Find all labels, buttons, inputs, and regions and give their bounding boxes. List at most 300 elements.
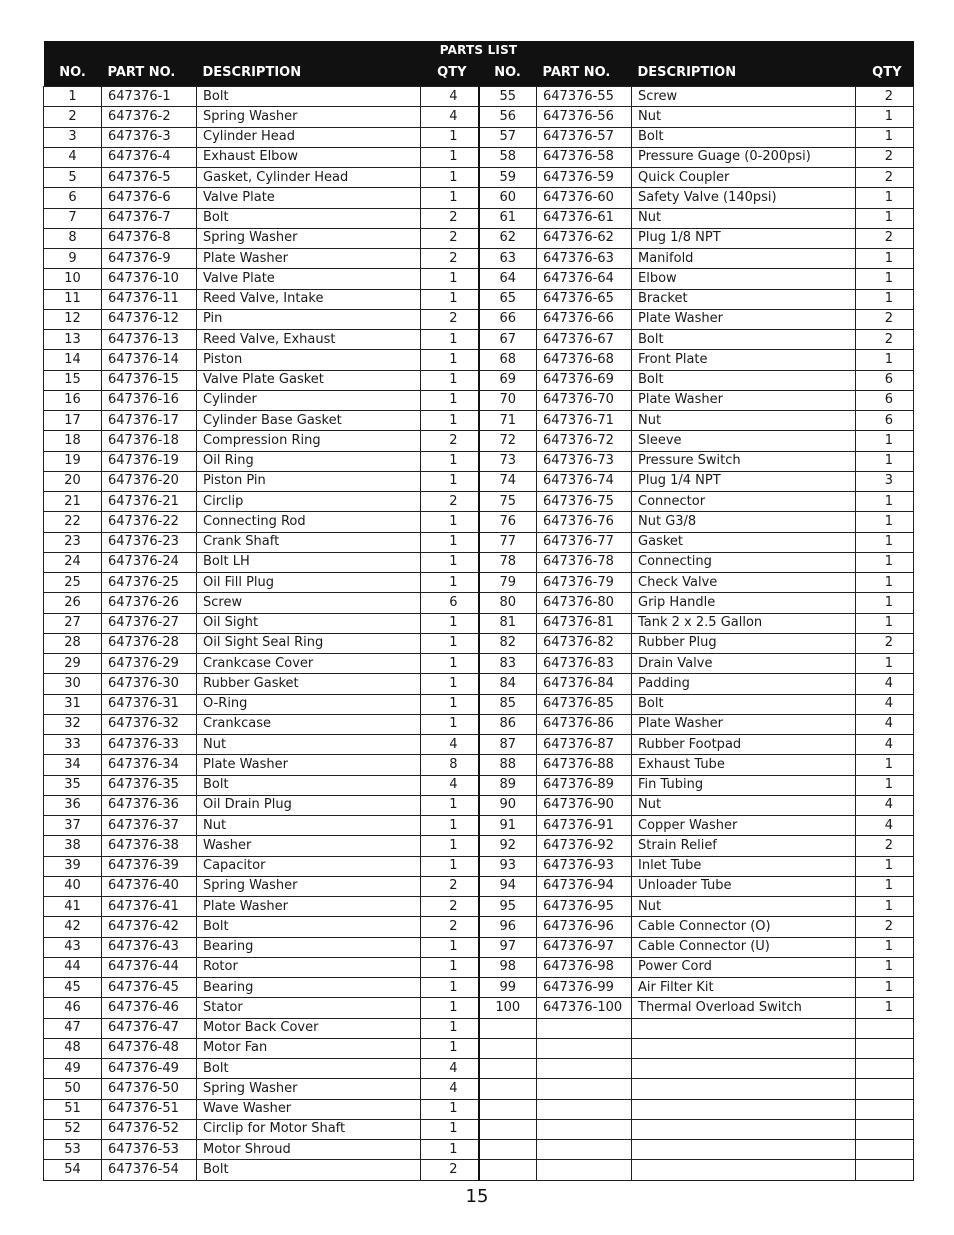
left-description-cell: Wave Washer xyxy=(197,1099,421,1119)
left-qty-cell: 1 xyxy=(421,512,479,532)
left-item-no-cell: 9 xyxy=(44,249,102,269)
right-part-number-cell xyxy=(537,1119,632,1139)
right-item-no-cell: 68 xyxy=(479,350,537,370)
left-part-number-cell: 647376-31 xyxy=(102,694,197,714)
right-part-number-cell: 647376-76 xyxy=(537,512,632,532)
table-row xyxy=(44,532,914,552)
right-part-number-cell xyxy=(537,1079,632,1099)
right-description-cell xyxy=(632,1038,856,1058)
right-part-number-cell: 647376-57 xyxy=(537,127,632,147)
right-description-cell: Plate Washer xyxy=(632,390,856,410)
right-description-cell: Pressure Guage (0-200psi) xyxy=(632,147,856,167)
right-description-cell xyxy=(632,1059,856,1079)
right-part-number-cell: 647376-71 xyxy=(537,411,632,431)
left-item-no-cell: 42 xyxy=(44,917,102,937)
left-description-cell: Circlip xyxy=(197,492,421,512)
right-item-no-cell: 88 xyxy=(479,755,537,775)
table-row xyxy=(44,897,914,917)
left-qty-cell: 4 xyxy=(421,735,479,755)
left-part-number-cell: 647376-41 xyxy=(102,897,197,917)
left-qty-cell: 1 xyxy=(421,957,479,977)
left-part-number-cell: 647376-48 xyxy=(102,1038,197,1058)
left-part-number-cell: 647376-38 xyxy=(102,836,197,856)
right-qty-cell: 2 xyxy=(856,168,914,188)
right-part-number-cell: 647376-74 xyxy=(537,471,632,491)
left-item-no-cell: 23 xyxy=(44,532,102,552)
right-item-no-cell: 64 xyxy=(479,269,537,289)
right-qty-cell: 1 xyxy=(856,654,914,674)
left-qty-cell: 1 xyxy=(421,471,479,491)
left-description-cell: Oil Fill Plug xyxy=(197,573,421,593)
left-description-cell: Bearing xyxy=(197,978,421,998)
left-part-number-cell: 647376-7 xyxy=(102,208,197,228)
right-item-no-cell: 94 xyxy=(479,876,537,896)
left-part-number-cell: 647376-54 xyxy=(102,1160,197,1180)
table-row xyxy=(44,127,914,147)
left-description-cell: Motor Fan xyxy=(197,1038,421,1058)
right-item-no-cell: 81 xyxy=(479,613,537,633)
right-item-no-cell xyxy=(479,1099,537,1119)
left-qty-cell: 2 xyxy=(421,249,479,269)
right-description-cell: Plug 1/8 NPT xyxy=(632,228,856,248)
left-qty-cell: 1 xyxy=(421,613,479,633)
right-description-cell: Bolt xyxy=(632,330,856,350)
right-part-number-cell: 647376-82 xyxy=(537,633,632,653)
left-description-cell: O-Ring xyxy=(197,694,421,714)
left-qty-cell: 1 xyxy=(421,654,479,674)
left-item-no-cell: 21 xyxy=(44,492,102,512)
right-item-no-cell xyxy=(479,1038,537,1058)
left-qty-cell: 1 xyxy=(421,795,479,815)
left-qty-cell: 2 xyxy=(421,917,479,937)
left-item-no-cell: 45 xyxy=(44,978,102,998)
left-part-number-cell: 647376-29 xyxy=(102,654,197,674)
table-row xyxy=(44,249,914,269)
left-item-no-cell: 18 xyxy=(44,431,102,451)
right-item-no-cell: 69 xyxy=(479,370,537,390)
left-part-number-cell: 647376-35 xyxy=(102,775,197,795)
right-description-cell: Plug 1/4 NPT xyxy=(632,471,856,491)
left-part-number-cell: 647376-47 xyxy=(102,1018,197,1038)
right-qty-cell: 6 xyxy=(856,390,914,410)
right-qty-cell: 1 xyxy=(856,188,914,208)
left-item-no-cell: 47 xyxy=(44,1018,102,1038)
left-description-cell: Crank Shaft xyxy=(197,532,421,552)
left-part-number-cell: 647376-27 xyxy=(102,613,197,633)
table-row xyxy=(44,1160,914,1180)
left-item-no-cell: 12 xyxy=(44,309,102,329)
right-part-number-cell: 647376-67 xyxy=(537,330,632,350)
left-description-cell: Plate Washer xyxy=(197,755,421,775)
right-description-cell: Thermal Overload Switch xyxy=(632,998,856,1018)
page-number: 15 xyxy=(465,1186,489,1207)
left-item-no-cell: 48 xyxy=(44,1038,102,1058)
left-qty-cell: 1 xyxy=(421,127,479,147)
right-qty-cell: 2 xyxy=(856,633,914,653)
right-qty-cell: 3 xyxy=(856,471,914,491)
table-row xyxy=(44,411,914,431)
left-qty-cell: 1 xyxy=(421,998,479,1018)
right-qty-cell: 2 xyxy=(856,330,914,350)
left-description-cell: Cylinder Base Gasket xyxy=(197,411,421,431)
right-part-number-cell: 647376-58 xyxy=(537,147,632,167)
table-row xyxy=(44,613,914,633)
left-description-cell: Rubber Gasket xyxy=(197,674,421,694)
table-row xyxy=(44,694,914,714)
right-part-number-cell: 647376-72 xyxy=(537,431,632,451)
right-qty-cell xyxy=(856,1160,914,1180)
right-part-number-cell: 647376-85 xyxy=(537,694,632,714)
right-item-no-cell: 87 xyxy=(479,735,537,755)
table-row xyxy=(44,309,914,329)
left-part-number-cell: 647376-37 xyxy=(102,816,197,836)
right-qty-cell: 4 xyxy=(856,735,914,755)
left-item-no-cell: 50 xyxy=(44,1079,102,1099)
right-qty-cell: 2 xyxy=(856,917,914,937)
left-description-cell: Valve Plate xyxy=(197,269,421,289)
left-part-number-cell: 647376-13 xyxy=(102,330,197,350)
left-part-number-cell: 647376-36 xyxy=(102,795,197,815)
right-item-no-cell: 84 xyxy=(479,674,537,694)
right-qty-cell: 1 xyxy=(856,107,914,127)
left-qty-cell: 1 xyxy=(421,674,479,694)
right-part-number-cell: 647376-63 xyxy=(537,249,632,269)
left-description-cell: Valve Plate xyxy=(197,188,421,208)
right-item-no-cell: 65 xyxy=(479,289,537,309)
left-part-number-cell: 647376-18 xyxy=(102,431,197,451)
right-qty-cell: 1 xyxy=(856,775,914,795)
left-description-cell: Pin xyxy=(197,309,421,329)
left-item-no-cell: 39 xyxy=(44,856,102,876)
right-qty-cell: 1 xyxy=(856,755,914,775)
right-part-number-cell: 647376-92 xyxy=(537,836,632,856)
right-qty-cell: 1 xyxy=(856,573,914,593)
left-item-no-cell: 1 xyxy=(44,87,102,107)
right-part-number-cell: 647376-86 xyxy=(537,714,632,734)
left-description-cell: Piston xyxy=(197,350,421,370)
table-row xyxy=(44,674,914,694)
left-part-number-cell: 647376-14 xyxy=(102,350,197,370)
left-description-cell: Bolt xyxy=(197,87,421,107)
right-description-cell: Nut xyxy=(632,411,856,431)
left-part-number-cell: 647376-21 xyxy=(102,492,197,512)
right-description-cell: Plate Washer xyxy=(632,309,856,329)
left-item-no-cell: 34 xyxy=(44,755,102,775)
table-row xyxy=(44,714,914,734)
right-description-cell: Bolt xyxy=(632,694,856,714)
right-item-no-cell: 71 xyxy=(479,411,537,431)
right-part-number-cell: 647376-88 xyxy=(537,755,632,775)
left-qty-cell: 1 xyxy=(421,836,479,856)
right-item-no-cell: 86 xyxy=(479,714,537,734)
left-description-cell: Bolt xyxy=(197,1059,421,1079)
right-qty-cell: 1 xyxy=(856,512,914,532)
right-qty-cell: 1 xyxy=(856,957,914,977)
right-part-number-cell: 647376-70 xyxy=(537,390,632,410)
left-item-no-cell: 20 xyxy=(44,471,102,491)
right-item-no-cell: 97 xyxy=(479,937,537,957)
right-description-cell: Padding xyxy=(632,674,856,694)
left-description-cell: Spring Washer xyxy=(197,107,421,127)
table-row xyxy=(44,816,914,836)
right-part-number-cell: 647376-98 xyxy=(537,957,632,977)
left-description-cell: Compression Ring xyxy=(197,431,421,451)
left-part-number-cell: 647376-1 xyxy=(102,87,197,107)
left-qty-cell: 8 xyxy=(421,755,479,775)
left-item-no-cell: 10 xyxy=(44,269,102,289)
right-item-no-cell: 99 xyxy=(479,978,537,998)
left-part-number-cell: 647376-9 xyxy=(102,249,197,269)
right-qty-cell: 1 xyxy=(856,897,914,917)
table-row xyxy=(44,633,914,653)
left-part-number-cell: 647376-42 xyxy=(102,917,197,937)
left-description-cell: Plate Washer xyxy=(197,897,421,917)
right-part-number-cell: 647376-100 xyxy=(537,998,632,1018)
left-item-no-cell: 33 xyxy=(44,735,102,755)
table-row xyxy=(44,795,914,815)
left-qty-cell: 4 xyxy=(421,775,479,795)
left-qty-cell: 1 xyxy=(421,370,479,390)
right-item-no-cell: 61 xyxy=(479,208,537,228)
left-part-number-cell: 647376-24 xyxy=(102,552,197,572)
left-item-no-cell: 38 xyxy=(44,836,102,856)
right-description-cell: Connector xyxy=(632,492,856,512)
left-item-no-cell: 27 xyxy=(44,613,102,633)
right-qty-cell: 1 xyxy=(856,492,914,512)
right-description-cell: Rubber Plug xyxy=(632,633,856,653)
left-description-cell: Screw xyxy=(197,593,421,613)
left-item-no-cell: 36 xyxy=(44,795,102,815)
left-item-no-cell: 53 xyxy=(44,1140,102,1160)
left-description-cell: Plate Washer xyxy=(197,249,421,269)
right-description-cell: Inlet Tube xyxy=(632,856,856,876)
right-item-no-cell: 98 xyxy=(479,957,537,977)
header-part-no-right: PART NO. xyxy=(537,58,632,87)
right-item-no-cell: 59 xyxy=(479,168,537,188)
right-qty-cell: 1 xyxy=(856,937,914,957)
header-qty-right: QTY xyxy=(856,58,914,87)
right-item-no-cell: 83 xyxy=(479,654,537,674)
table-row xyxy=(44,1018,914,1038)
right-description-cell: Screw xyxy=(632,87,856,107)
right-qty-cell: 4 xyxy=(856,694,914,714)
right-qty-cell: 2 xyxy=(856,836,914,856)
table-body xyxy=(44,87,914,1181)
left-part-number-cell: 647376-11 xyxy=(102,289,197,309)
table-row xyxy=(44,856,914,876)
left-part-number-cell: 647376-25 xyxy=(102,573,197,593)
table-row xyxy=(44,147,914,167)
right-description-cell: Nut xyxy=(632,208,856,228)
left-part-number-cell: 647376-20 xyxy=(102,471,197,491)
left-qty-cell: 1 xyxy=(421,856,479,876)
left-qty-cell: 2 xyxy=(421,208,479,228)
right-description-cell: Bracket xyxy=(632,289,856,309)
left-qty-cell: 1 xyxy=(421,1099,479,1119)
right-qty-cell: 1 xyxy=(856,613,914,633)
right-description-cell: Copper Washer xyxy=(632,816,856,836)
table-row xyxy=(44,350,914,370)
table-row xyxy=(44,836,914,856)
right-item-no-cell xyxy=(479,1140,537,1160)
left-qty-cell: 2 xyxy=(421,492,479,512)
right-description-cell: Power Cord xyxy=(632,957,856,977)
right-item-no-cell xyxy=(479,1160,537,1180)
left-item-no-cell: 26 xyxy=(44,593,102,613)
right-item-no-cell: 79 xyxy=(479,573,537,593)
right-part-number-cell xyxy=(537,1160,632,1180)
right-part-number-cell: 647376-80 xyxy=(537,593,632,613)
left-item-no-cell: 3 xyxy=(44,127,102,147)
right-item-no-cell: 85 xyxy=(479,694,537,714)
table-row xyxy=(44,573,914,593)
left-item-no-cell: 37 xyxy=(44,816,102,836)
left-qty-cell: 2 xyxy=(421,431,479,451)
right-item-no-cell: 56 xyxy=(479,107,537,127)
left-part-number-cell: 647376-17 xyxy=(102,411,197,431)
left-part-number-cell: 647376-4 xyxy=(102,147,197,167)
right-description-cell xyxy=(632,1079,856,1099)
left-qty-cell: 4 xyxy=(421,107,479,127)
left-part-number-cell: 647376-28 xyxy=(102,633,197,653)
left-description-cell: Motor Back Cover xyxy=(197,1018,421,1038)
right-item-no-cell xyxy=(479,1018,537,1038)
right-item-no-cell: 75 xyxy=(479,492,537,512)
right-qty-cell xyxy=(856,1099,914,1119)
right-description-cell: Manifold xyxy=(632,249,856,269)
right-qty-cell: 1 xyxy=(856,552,914,572)
left-item-no-cell: 8 xyxy=(44,228,102,248)
left-description-cell: Nut xyxy=(197,735,421,755)
left-qty-cell: 1 xyxy=(421,411,479,431)
left-description-cell: Spring Washer xyxy=(197,876,421,896)
right-qty-cell xyxy=(856,1018,914,1038)
left-part-number-cell: 647376-15 xyxy=(102,370,197,390)
right-item-no-cell: 91 xyxy=(479,816,537,836)
right-part-number-cell: 647376-99 xyxy=(537,978,632,998)
table-row xyxy=(44,390,914,410)
right-part-number-cell: 647376-62 xyxy=(537,228,632,248)
left-part-number-cell: 647376-32 xyxy=(102,714,197,734)
right-item-no-cell: 82 xyxy=(479,633,537,653)
right-item-no-cell: 100 xyxy=(479,998,537,1018)
left-qty-cell: 4 xyxy=(421,87,479,107)
right-description-cell: Grip Handle xyxy=(632,593,856,613)
right-part-number-cell xyxy=(537,1018,632,1038)
right-description-cell: Check Valve xyxy=(632,573,856,593)
left-description-cell: Stator xyxy=(197,998,421,1018)
left-qty-cell: 1 xyxy=(421,694,479,714)
table-row xyxy=(44,451,914,471)
right-part-number-cell: 647376-68 xyxy=(537,350,632,370)
right-part-number-cell: 647376-95 xyxy=(537,897,632,917)
right-qty-cell: 6 xyxy=(856,370,914,390)
left-qty-cell: 6 xyxy=(421,593,479,613)
left-qty-cell: 1 xyxy=(421,390,479,410)
parts-list-table xyxy=(43,41,914,1181)
right-item-no-cell: 67 xyxy=(479,330,537,350)
table-row xyxy=(44,431,914,451)
left-description-cell: Oil Sight Seal Ring xyxy=(197,633,421,653)
left-item-no-cell: 31 xyxy=(44,694,102,714)
right-description-cell: Nut G3/8 xyxy=(632,512,856,532)
table-row xyxy=(44,87,914,107)
right-part-number-cell: 647376-65 xyxy=(537,289,632,309)
left-qty-cell: 1 xyxy=(421,168,479,188)
table-row xyxy=(44,269,914,289)
left-description-cell: Nut xyxy=(197,816,421,836)
table-row xyxy=(44,735,914,755)
left-item-no-cell: 32 xyxy=(44,714,102,734)
left-item-no-cell: 2 xyxy=(44,107,102,127)
left-description-cell: Reed Valve, Intake xyxy=(197,289,421,309)
left-part-number-cell: 647376-44 xyxy=(102,957,197,977)
left-item-no-cell: 5 xyxy=(44,168,102,188)
left-item-no-cell: 15 xyxy=(44,370,102,390)
right-description-cell: Tank 2 x 2.5 Gallon xyxy=(632,613,856,633)
right-part-number-cell: 647376-64 xyxy=(537,269,632,289)
right-description-cell xyxy=(632,1099,856,1119)
left-description-cell: Crankcase Cover xyxy=(197,654,421,674)
left-description-cell: Oil Drain Plug xyxy=(197,795,421,815)
left-part-number-cell: 647376-5 xyxy=(102,168,197,188)
right-description-cell: Front Plate xyxy=(632,350,856,370)
right-description-cell: Drain Valve xyxy=(632,654,856,674)
left-item-no-cell: 24 xyxy=(44,552,102,572)
right-part-number-cell: 647376-89 xyxy=(537,775,632,795)
left-description-cell: Motor Shroud xyxy=(197,1140,421,1160)
left-description-cell: Bolt LH xyxy=(197,552,421,572)
table-row xyxy=(44,512,914,532)
right-item-no-cell: 62 xyxy=(479,228,537,248)
left-part-number-cell: 647376-22 xyxy=(102,512,197,532)
right-qty-cell: 1 xyxy=(856,127,914,147)
right-item-no-cell: 78 xyxy=(479,552,537,572)
left-item-no-cell: 4 xyxy=(44,147,102,167)
right-qty-cell: 1 xyxy=(856,876,914,896)
table-row xyxy=(44,957,914,977)
right-part-number-cell: 647376-69 xyxy=(537,370,632,390)
right-description-cell: Nut xyxy=(632,897,856,917)
left-part-number-cell: 647376-49 xyxy=(102,1059,197,1079)
left-item-no-cell: 19 xyxy=(44,451,102,471)
left-item-no-cell: 7 xyxy=(44,208,102,228)
left-qty-cell: 1 xyxy=(421,937,479,957)
right-item-no-cell: 58 xyxy=(479,147,537,167)
table-row xyxy=(44,755,914,775)
right-part-number-cell: 647376-60 xyxy=(537,188,632,208)
right-qty-cell: 1 xyxy=(856,856,914,876)
left-qty-cell: 1 xyxy=(421,147,479,167)
left-qty-cell: 2 xyxy=(421,1160,479,1180)
right-qty-cell xyxy=(856,1140,914,1160)
left-description-cell: Spring Washer xyxy=(197,228,421,248)
table-row xyxy=(44,1140,914,1160)
left-part-number-cell: 647376-43 xyxy=(102,937,197,957)
table-row xyxy=(44,188,914,208)
table-row xyxy=(44,492,914,512)
left-item-no-cell: 28 xyxy=(44,633,102,653)
right-qty-cell xyxy=(856,1119,914,1139)
left-qty-cell: 1 xyxy=(421,1140,479,1160)
left-item-no-cell: 35 xyxy=(44,775,102,795)
left-part-number-cell: 647376-2 xyxy=(102,107,197,127)
right-description-cell: Elbow xyxy=(632,269,856,289)
right-description-cell: Nut xyxy=(632,107,856,127)
left-part-number-cell: 647376-10 xyxy=(102,269,197,289)
table-row xyxy=(44,917,914,937)
right-description-cell: Pressure Switch xyxy=(632,451,856,471)
